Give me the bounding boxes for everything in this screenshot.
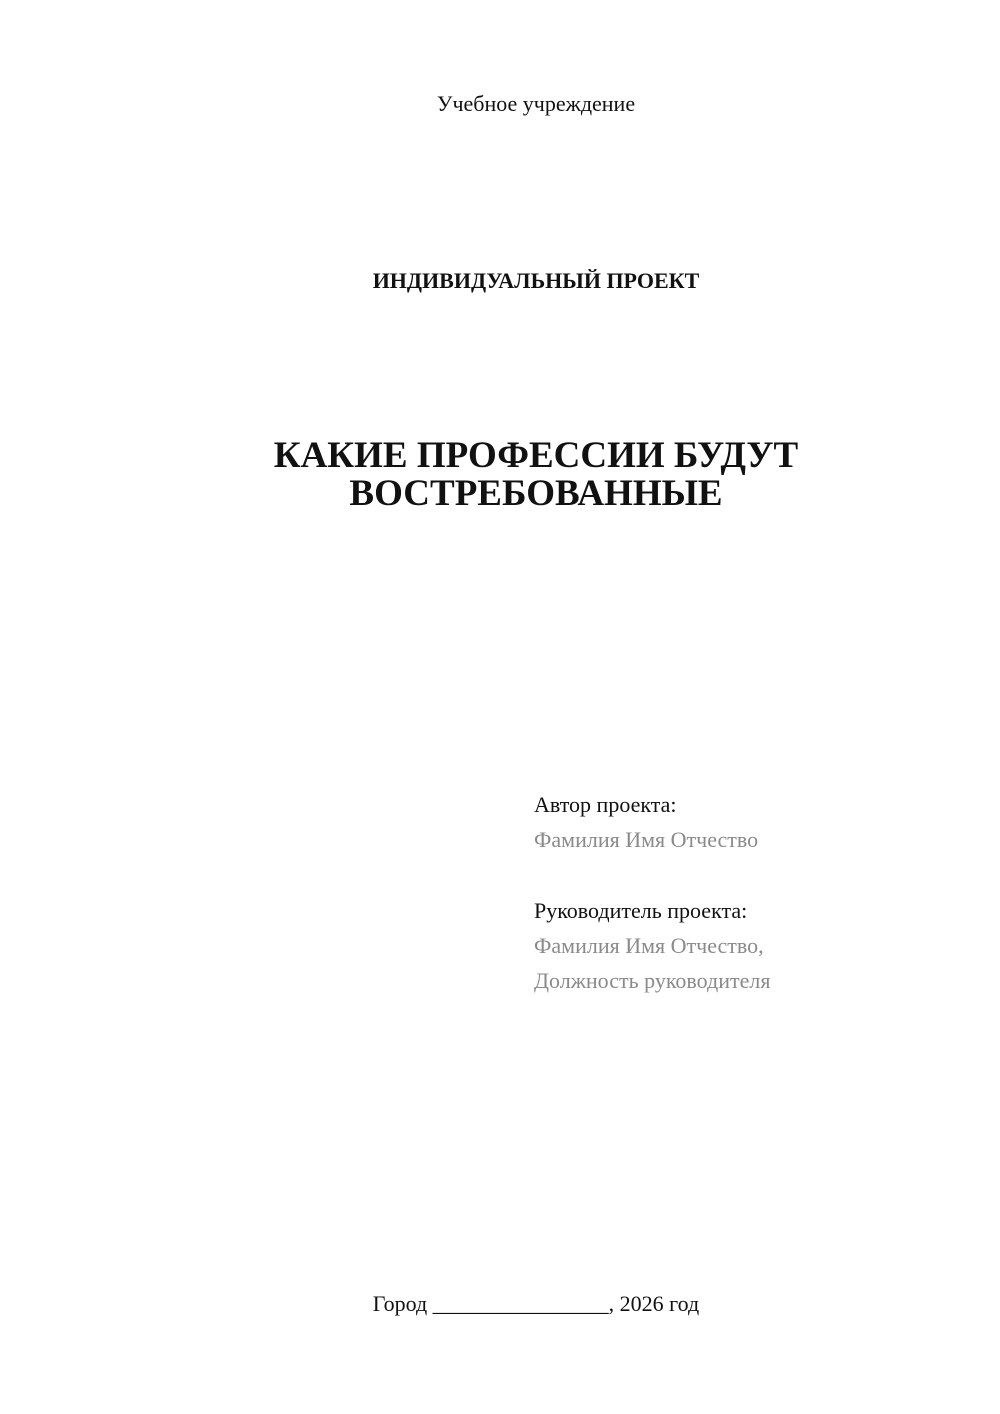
project-title — [0, 437, 1000, 513]
credits-spacer — [534, 857, 974, 893]
document-type-heading: ИНДИВИДУАЛЬНЫЙ ПРОЕКТ — [372, 268, 700, 293]
supervisor-label: Руководитель проекта: — [534, 898, 748, 923]
year-text: , 2026 год — [608, 1291, 700, 1316]
city-blank: ________________ — [432, 1291, 609, 1316]
credits-block — [534, 787, 974, 998]
supervisor-name: Фамилия Имя Отчество, — [534, 933, 764, 958]
author-label: Автор проекта: — [534, 792, 677, 817]
city-label: Город — [372, 1291, 428, 1316]
city-year-line — [0, 1289, 1000, 1319]
project-title-line-2: ВОСТРЕБОВАННЫЕ — [349, 473, 723, 514]
project-title-line-1: КАКИЕ ПРОФЕССИИ БУДУТ — [273, 435, 799, 476]
institution-name: Учебное учреждение — [436, 91, 636, 116]
author-name: Фамилия Имя Отчество — [534, 827, 759, 852]
supervisor-position: Должность руководителя — [534, 968, 771, 993]
